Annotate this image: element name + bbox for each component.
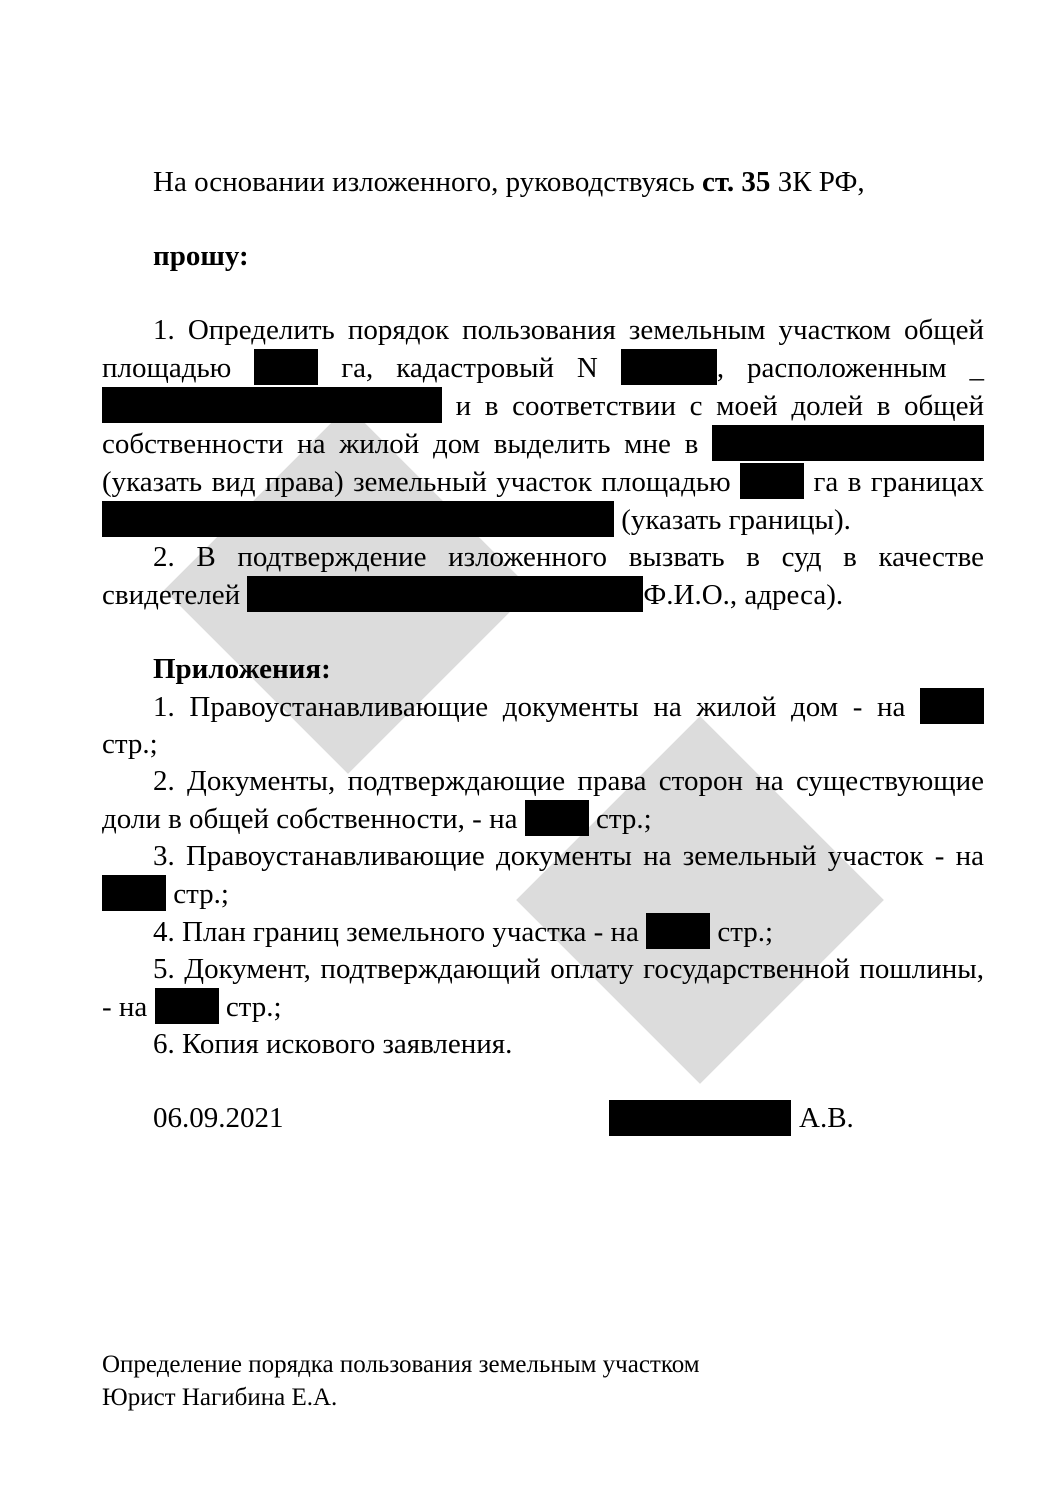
redaction-box [646,913,710,949]
attachment-item-2: 2. Документы, подтверждающие права сторон на существующие доли в общей собственности, - на стр.; [102,765,984,835]
request-item-1: 1. Определить порядок пользования земельным участком общей площадью га, кадастровый N , расположенным _ и в соответствии с моей долей в общей собственности на жилой дом выделить мне в (указать вид права) земельный участок площадью га в границах (указать границы). [102,314,985,536]
attachments-heading: Приложения: [153,653,331,685]
attachment-item-1: 1. Правоустанавливающие документы на жилой дом - на стр.; [102,688,984,763]
redaction-box [712,425,984,461]
redaction-box [740,463,804,499]
article-reference: ст. 35 [702,166,771,198]
redaction-box [621,349,717,385]
attachment-item-4: 4. План границ земельного участка - на стр.; [102,913,984,951]
redaction-box [102,387,442,423]
document-body [102,164,984,1137]
footer [102,1348,700,1414]
intro-paragraph: На основании изложенного, руководствуясь ст. 35 ЗК РФ, [153,166,865,198]
redaction-box [102,501,614,537]
redaction-box [247,576,643,612]
redaction-box [525,800,589,836]
redaction-box [254,349,318,385]
attachment-item-6: 6. Копия искового заявления. [153,1028,513,1060]
signature-line [102,1100,984,1137]
footer-title: Определение порядка пользования земельным участком [102,1351,700,1378]
footer-author: Юрист Нагибина Е.А. [102,1384,338,1411]
redaction-box [920,688,984,724]
redaction-box [102,875,166,911]
redaction-box [155,988,219,1024]
signer-initials: А.В. [799,1102,854,1134]
attachment-item-5: 5. Документ, подтверждающий оплату государственной пошлины, - на стр.; [102,953,984,1023]
redaction-box [609,1100,791,1136]
attachment-item-3: 3. Правоустанавливающие документы на земельный участок - на стр.; [102,838,984,913]
request-item-2: 2. В подтверждение изложенного вызвать в суд в качестве свидетелей Ф.И.О., адреса). [102,541,984,611]
request-heading: прошу: [153,240,249,272]
document-date: 06.09.2021 [153,1102,284,1134]
